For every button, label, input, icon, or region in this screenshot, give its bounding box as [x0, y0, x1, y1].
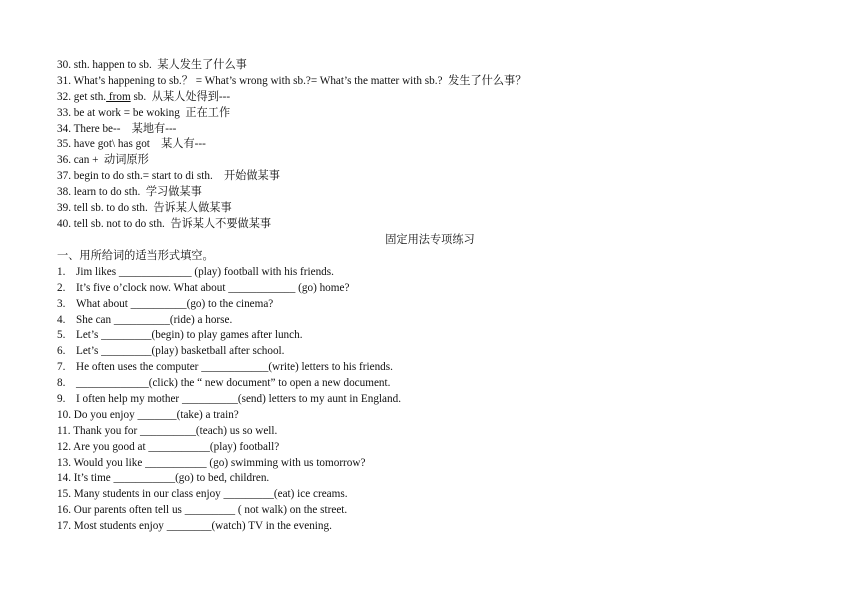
exercise-item — [57, 408, 817, 424]
exercise-text: She can __________(ride) a horse. — [76, 313, 233, 326]
phrase-item — [57, 217, 817, 233]
exercise-number: 9. — [57, 393, 66, 406]
exercise-text: _____________(click) the “ new document” to open a new document. — [76, 377, 391, 390]
exercise-item — [57, 487, 817, 503]
exercise-number: 7. — [57, 361, 66, 374]
exercise-text: What about __________(go) to the cinema? — [76, 297, 274, 310]
exercise-number: 8. — [57, 377, 66, 390]
exercise-text: Our parents often tell us _________ ( not walk) on the street. — [73, 504, 348, 517]
exercise-text: Do you enjoy _______(take) a train? — [73, 408, 239, 421]
exercise-item — [57, 265, 817, 281]
phrase-text: 37. begin to do sth.= start to di sth. 开始做某事 — [57, 170, 280, 183]
phrase-text: 38. learn to do sth. 学习做某事 — [57, 186, 202, 199]
exercise-item — [57, 376, 817, 392]
exercise-number: 13. — [57, 456, 71, 469]
phrase-item — [57, 201, 817, 217]
exercise-item — [57, 503, 817, 519]
exercise-number: 1. — [57, 265, 66, 278]
section-title: 固定用法专项练习 — [385, 234, 475, 246]
exercise-text: Thank you for __________(teach) us so well. — [73, 424, 278, 437]
phrase-text: 33. be at work = be woking 正在工作 — [57, 106, 231, 119]
exercise-item — [57, 313, 817, 329]
exercise-text: It’s time ___________(go) to bed, children. — [73, 472, 270, 485]
exercise-number: 15. — [57, 488, 71, 501]
exercise-number: 10. — [57, 408, 71, 421]
exercise-item — [57, 392, 817, 408]
exercise-item — [57, 360, 817, 376]
exercise-item — [57, 328, 817, 344]
exercise-number: 2. — [57, 281, 66, 294]
phrase-item — [57, 153, 817, 169]
exercise-number: 5. — [57, 329, 66, 342]
phrase-item — [57, 90, 817, 106]
phrase-text: 35. have got\ has got 某人有--- — [57, 138, 206, 151]
exercise-text: Many students in our class enjoy _________(eat) ice creams. — [73, 488, 348, 501]
exercise-item — [57, 281, 817, 297]
phrase-text: 36. can + 动词原形 — [57, 154, 149, 167]
exercise-text: I often help my mother __________(send) letters to my aunt in England. — [76, 393, 401, 406]
exercise-text: He often uses the computer ____________(write) letters to his friends. — [76, 361, 393, 374]
phrase-item — [57, 74, 817, 90]
exercise-text: Let’s _________(play) basketball after school. — [76, 345, 285, 358]
exercise-text: Are you good at ___________(play) football? — [73, 440, 280, 453]
phrase-item — [57, 58, 817, 74]
phrase-text: sb. 从某人处得到--- — [130, 90, 231, 103]
exercise-text: Would you like ___________ (go) swimming with us tomorrow? — [73, 456, 366, 469]
exercise-item — [57, 519, 817, 535]
exercise-item — [57, 456, 817, 472]
exercise-number: 6. — [57, 345, 66, 358]
phrase-item — [57, 185, 817, 201]
phrase-text: 32. get sth. — [57, 90, 107, 103]
phrase-text: 39. tell sb. to do sth. 告诉某人做某事 — [57, 202, 232, 215]
exercise-number: 16. — [57, 504, 71, 517]
exercise-section — [57, 249, 817, 535]
phrase-text: 30. sth. happen to sb. 某人发生了什么事 — [57, 59, 247, 71]
exercise-item — [57, 344, 817, 360]
phrase-text: 34. There be-- 某地有--- — [57, 122, 177, 135]
phrase-text: 31. What’s happening to sb.？ = What’s wrong with sb.?= What’s the matter with sb.? 发生了什么事？ — [57, 74, 527, 87]
exercise-text: It’s five o’clock now. What about ____________ (go) home? — [76, 281, 350, 294]
phrase-text: 40. tell sb. not to do sth. 告诉某人不要做某事 — [57, 217, 272, 230]
exercise-number: 3. — [57, 297, 66, 310]
exercise-number: 4. — [57, 313, 66, 326]
phrase-item — [57, 122, 817, 138]
part-heading: 一、用所给词的适当形式填空。 — [57, 250, 214, 262]
phrase-item — [57, 106, 817, 122]
exercise-text: Most students enjoy ________(watch) TV in the evening. — [73, 520, 332, 533]
exercise-number: 14. — [57, 472, 71, 485]
exercise-number: 12. — [57, 440, 71, 453]
phrase-list — [57, 58, 817, 233]
phrase-underlined-text: from — [106, 90, 131, 103]
exercise-item — [57, 471, 817, 487]
exercise-number: 11. — [57, 424, 71, 437]
phrase-item — [57, 137, 817, 153]
exercise-item — [57, 440, 817, 456]
exercise-item — [57, 424, 817, 440]
exercise-text: Jim likes _____________ (play) football with his friends. — [76, 265, 334, 278]
exercise-item — [57, 297, 817, 313]
phrase-item — [57, 169, 817, 185]
exercise-text: Let’s _________(begin) to play games after lunch. — [76, 329, 303, 342]
exercise-number: 17. — [57, 520, 71, 533]
